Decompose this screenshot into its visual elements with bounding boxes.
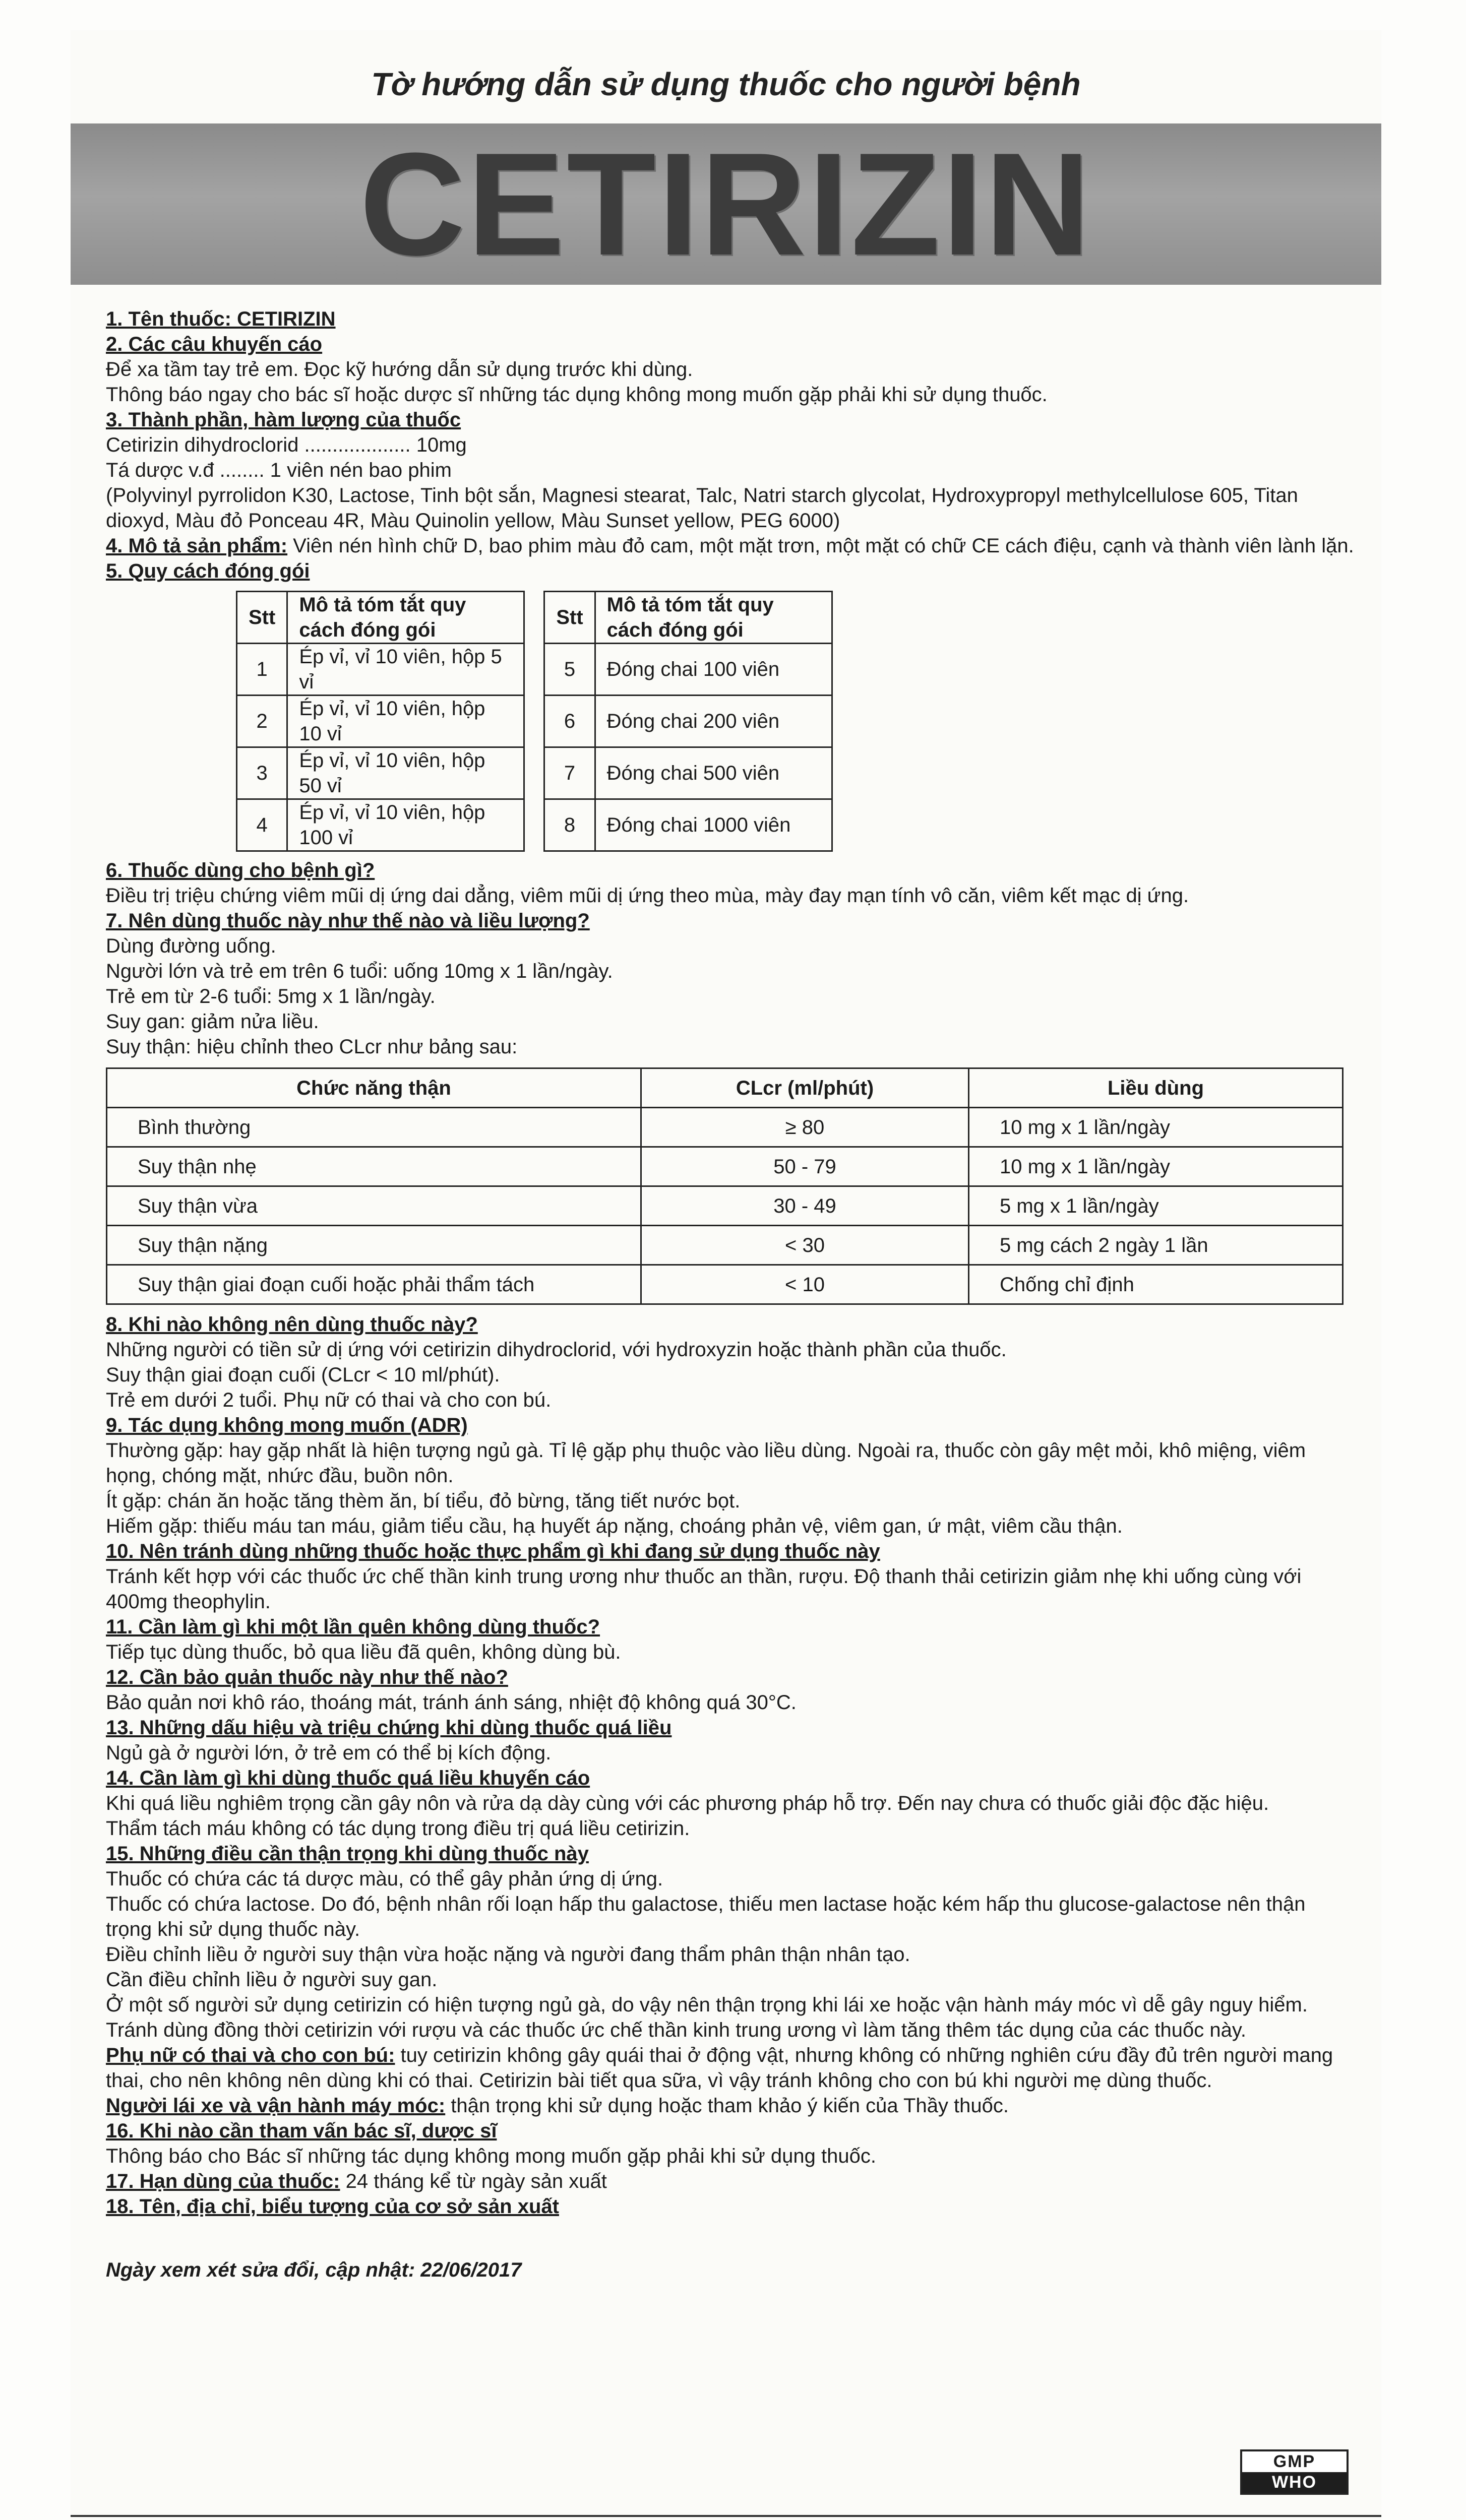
section-15-line: Điều chỉnh liều ở người suy thận vừa hoặc nặng và người đang thẩm phân thận nhân tạo. [106,1943,910,1966]
row-number: 7 [544,747,595,799]
section-16-title: 16. Khi nào cần tham vấn bác sĩ, dược sĩ [106,2120,497,2142]
header-desc: Mô tả tóm tắt quy cách đóng gói [595,592,832,644]
pregnancy-label: Phụ nữ có thai và cho con bú: [106,2044,395,2066]
section-14-line: Khi quá liều nghiêm trọng cần gây nôn và rửa dạ dày cùng với các phương pháp hỗ trợ. Đến nay chưa có thuốc giải độc đặc hiệu. [106,1792,1269,1814]
section-15-line: Ở một số người sử dụng cetirizin có hiện tượng ngủ gà, do vậy nên thận trọng khi lái xe hoặc vận hành máy móc vì dễ gây nguy hiểm. [106,1994,1308,2016]
row-number: 1 [237,644,287,696]
leaflet-subtitle: Tờ hướng dẫn sử dụng thuốc cho người bệnh [371,66,1081,102]
header-stt: Stt [544,592,595,644]
renal-function: Suy thận nặng [107,1226,641,1265]
clcr-value: ≥ 80 [641,1108,969,1147]
section-9-line: Ít gặp: chán ăn hoặc tăng thèm ăn, bí tiểu, đỏ bừng, tăng tiết nước bọt. [106,1490,741,1512]
section-8-title: 8. Khi nào không nên dùng thuốc này? [106,1313,478,1336]
row-desc: Đóng chai 100 viên [595,644,832,696]
header-dose: Liều dùng [969,1068,1343,1108]
row-desc: Đóng chai 1000 viên [595,799,832,851]
revision-date: Ngày xem xét sửa đổi, cập nhật: 22/06/2017 [106,2259,522,2281]
row-number: 5 [544,644,595,696]
row-number: 6 [544,696,595,747]
section-17-title: 17. Hạn dùng của thuốc: [106,2170,340,2192]
row-desc: Ép vỉ, vỉ 10 viên, hộp 5 vỉ [287,644,524,696]
renal-function: Bình thường [107,1108,641,1147]
header-desc: Mô tả tóm tắt quy cách đóng gói [287,592,524,644]
dose-value: 5 mg x 1 lần/ngày [969,1186,1343,1226]
section-11-line: Tiếp tục dùng thuốc, bỏ qua liều đã quên, không dùng bù. [106,1641,621,1663]
section-9-line: Hiếm gặp: thiếu máu tan máu, giảm tiểu cầu, hạ huyết áp nặng, choáng phản vệ, viêm gan, ứ mật, viêm cầu thận. [106,1515,1123,1537]
section-2-line: Thông báo ngay cho bác sĩ hoặc dược sĩ những tác dụng không mong muốn gặp phải khi sử dụng thuốc. [106,384,1048,406]
dose-value: 5 mg cách 2 ngày 1 lần [969,1226,1343,1265]
renal-function: Suy thận giai đoạn cuối hoặc phải thẩm tách [107,1265,641,1304]
renal-function: Suy thận nhẹ [107,1147,641,1186]
row-number: 4 [237,799,287,851]
section-8-line: Những người có tiền sử dị ứng với cetirizin dihydroclorid, với hydroxyzin hoặc thành phần của thuốc. [106,1339,1007,1361]
section-2-line: Để xa tầm tay trẻ em. Đọc kỹ hướng dẫn sử dụng trước khi dùng. [106,358,693,381]
table-row [237,644,832,696]
section-13-title: 13. Những dấu hiệu và triệu chứng khi dùng thuốc quá liều [106,1717,672,1739]
section-1-title: 1. Tên thuốc: CETIRIZIN [106,308,336,330]
section-3-line: (Polyvinyl pyrrolidon K30, Lactose, Tinh bột sắn, Magnesi stearat, Talc, Natri starch glycolat, Hydroxypropyl methylcellulose 605, Titan dioxyd, Màu đỏ Ponceau 4R, Màu Quinolin yellow, Màu Sunset yellow, PEG 6000) [106,484,1298,532]
footer-divider [71,2515,1381,2517]
dose-value: 10 mg x 1 lần/ngày [969,1108,1343,1147]
section-15-line: Cần điều chỉnh liều ở người suy gan. [106,1969,438,1991]
renal-dosage-table [106,1067,1343,1305]
renal-header-row [107,1068,1343,1108]
clcr-value: 30 - 49 [641,1186,969,1226]
section-8-line: Suy thận giai đoạn cuối (CLcr < 10 ml/phút). [106,1364,500,1386]
header-stt: Stt [237,592,287,644]
section-11-title: 11. Cần làm gì khi một lần quên không dùng thuốc? [106,1616,600,1638]
section-7-line: Suy gan: giảm nửa liều. [106,1011,319,1033]
row-desc: Ép vỉ, vỉ 10 viên, hộp 50 vỉ [287,747,524,799]
section-4-text: Viên nén hình chữ D, bao phim màu đỏ cam, một mặt trơn, một mặt có chữ CE cách điệu, cạnh và thành viên lành lặn. [287,535,1354,557]
section-5-title: 5. Quy cách đóng gói [106,560,310,582]
section-14-line: Thẩm tách máu không có tác dụng trong điều trị quá liều cetirizin. [106,1817,690,1840]
section-13-line: Ngủ gà ở người lớn, ở trẻ em có thể bị kích động. [106,1742,552,1764]
section-7-line: Trẻ em từ 2-6 tuổi: 5mg x 1 lần/ngày. [106,985,436,1007]
section-7-line: Dùng đường uống. [106,935,276,957]
table-row [107,1186,1343,1226]
pregnancy-text: tuy cetirizin không gây quái thai ở động vật, nhưng không có những nghiên cứu đầy đủ trên người mang thai, cho nên không nên dùng khi có thai. Cetirizin bài tiết qua sữa, vì vậy tránh không cho con bú khi người mẹ dùng thuốc. [106,2044,1333,2092]
row-number: 8 [544,799,595,851]
clcr-value: < 10 [641,1265,969,1304]
table-row [107,1108,1343,1147]
table-row [237,696,832,747]
header-clcr: CLcr (ml/phút) [641,1068,969,1108]
leaflet-sheet [71,30,1381,2520]
who-label: WHO [1242,2472,1347,2493]
row-number: 3 [237,747,287,799]
section-12-title: 12. Cần bảo quản thuốc này như thế nào? [106,1666,508,1688]
section-14-title: 14. Cần làm gì khi dùng thuốc quá liều khuyến cáo [106,1767,590,1789]
packaging-table [236,591,833,852]
section-15-line: Tránh dùng đồng thời cetirizin với rượu và các thuốc ức chế thần kinh trung ương vì làm tăng thêm tác dụng của các thuốc này. [106,2019,1246,2041]
section-17-text: 24 tháng kể từ ngày sản xuất [340,2170,607,2192]
section-8-line: Trẻ em dưới 2 tuổi. Phụ nữ có thai và cho con bú. [106,1389,552,1411]
row-desc: Ép vỉ, vỉ 10 viên, hộp 10 vỉ [287,696,524,747]
table-row [237,747,832,799]
renal-function: Suy thận vừa [107,1186,641,1226]
table-gap [524,592,544,644]
dose-value: Chống chỉ định [969,1265,1343,1304]
section-17 [106,2169,1356,2194]
pregnancy-note [106,2043,1356,2093]
section-9-line: Thường gặp: hay gặp nhất là hiện tượng ngủ gà. Tỉ lệ gặp phụ thuộc vào liều dùng. Ngoài ra, thuốc còn gây mệt mỏi, khô miệng, viêm họng, chóng mặt, nhức đầu, buồn nôn. [106,1439,1306,1487]
section-7-line: Suy thận: hiệu chỉnh theo CLcr như bảng sau: [106,1036,518,1058]
table-gap [524,644,544,696]
table-row [107,1147,1343,1186]
section-15-line: Thuốc có chứa lactose. Do đó, bệnh nhân rối loạn hấp thu galactose, thiếu men lactase hoặc kém hấp thu glucose-galactose nên thận trọng khi sử dụng thuốc này. [106,1893,1306,1940]
section-2-title: 2. Các câu khuyến cáo [106,333,323,355]
table-row [107,1226,1343,1265]
table-row [107,1265,1343,1304]
section-18-title: 18. Tên, địa chỉ, biểu tượng của cơ sở sản xuất [106,2195,559,2218]
section-7-line: Người lớn và trẻ em trên 6 tuổi: uống 10mg x 1 lần/ngày. [106,960,613,982]
section-6-line: Điều trị triệu chứng viêm mũi dị ứng dai dẳng, viêm mũi dị ứng theo mùa, mày đay mạn tính vô căn, viêm kết mạc dị ứng. [106,885,1189,907]
table-gap [524,799,544,851]
gmp-label: GMP [1273,2452,1316,2471]
section-4 [106,533,1356,558]
driving-text: thận trọng khi sử dụng hoặc tham khảo ý kiến của Thầy thuốc. [445,2095,1009,2117]
section-4-title: 4. Mô tả sản phẩm: [106,535,288,557]
leaflet-content [106,306,1356,2283]
row-desc: Ép vỉ, vỉ 10 viên, hộp 100 vỉ [287,799,524,851]
section-3-title: 3. Thành phần, hàm lượng của thuốc [106,409,461,431]
section-16-line: Thông báo cho Bác sĩ những tác dụng không mong muốn gặp phải khi sử dụng thuốc. [106,2145,876,2167]
section-7-title: 7. Nên dùng thuốc này như thế nào và liều lượng? [106,910,590,932]
driving-note [106,2093,1356,2118]
header-renal-function: Chức năng thận [107,1068,641,1108]
row-desc: Đóng chai 200 viên [595,696,832,747]
product-name: CETIRIZIN [359,122,1092,286]
row-desc: Đóng chai 500 viên [595,747,832,799]
dose-value: 10 mg x 1 lần/ngày [969,1147,1343,1186]
section-15-title: 15. Những điều cần thận trọng khi dùng thuốc này [106,1843,589,1865]
section-10-title: 10. Nên tránh dùng những thuốc hoặc thực phẩm gì khi đang sử dụng thuốc này [106,1540,880,1562]
section-15-line: Thuốc có chứa các tá dược màu, có thể gây phản ứng dị ứng. [106,1868,663,1890]
clcr-value: 50 - 79 [641,1147,969,1186]
table-gap [524,747,544,799]
row-number: 2 [237,696,287,747]
clcr-value: < 30 [641,1226,969,1265]
table-gap [524,696,544,747]
section-6-title: 6. Thuốc dùng cho bệnh gì? [106,859,375,881]
section-3-line: Cetirizin dihydroclorid ................... 10mg [106,434,467,456]
section-3-line: Tá dược v.đ ........ 1 viên nén bao phim [106,459,452,481]
product-banner [71,123,1381,285]
section-9-title: 9. Tác dụng không mong muốn (ADR) [106,1414,468,1436]
section-12-line: Bảo quản nơi khô ráo, thoáng mát, tránh ánh sáng, nhiệt độ không quá 30°C. [106,1691,797,1714]
gmp-who-badge [1240,2449,1349,2495]
packaging-header-row [237,592,832,644]
driving-label: Người lái xe và vận hành máy móc: [106,2095,446,2117]
table-row [237,799,832,851]
section-10-line: Tránh kết hợp với các thuốc ức chế thần kinh trung ương như thuốc an thần, rượu. Độ thanh thải cetirizin giảm nhẹ khi uống cùng với 400mg theophylin. [106,1565,1302,1613]
